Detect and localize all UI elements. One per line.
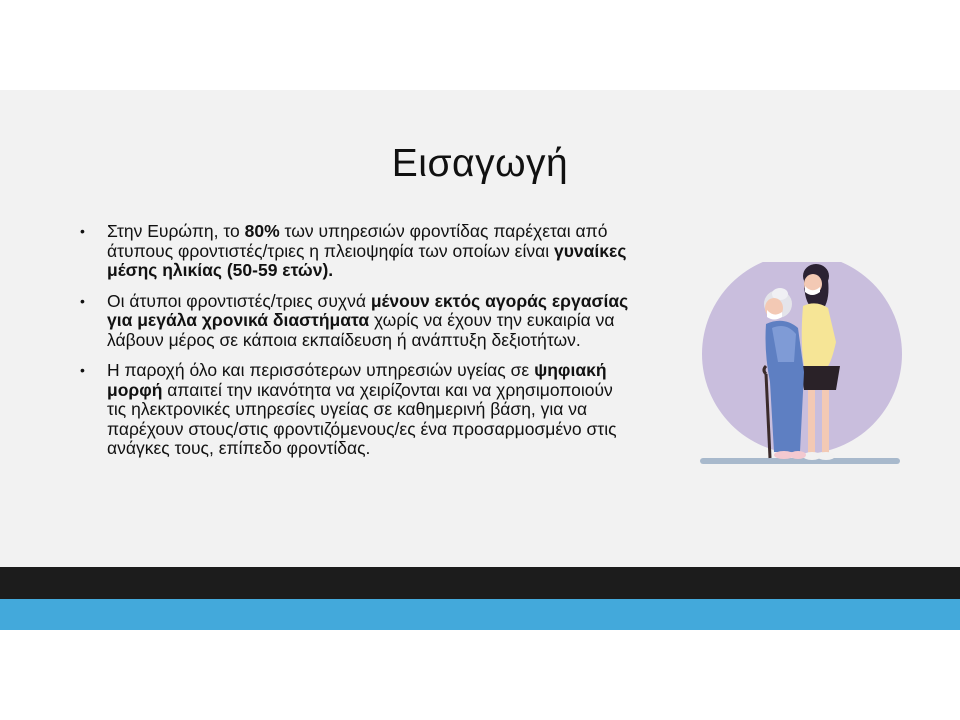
bullet-text: απαιτεί την ικανότητα να χειρίζονται και να χρησιμοποιούν τις ηλεκτρονικές υπηρεσίες υγείας σε καθημερινή βάση, για να παρέχουν στους/στις φροντιζόμενους/ες ένα προσαρμοσμένο στις ανάγκες τους, επίπεδο φροντίδας. <box>107 379 617 458</box>
ground-line <box>700 458 900 464</box>
bullet-list <box>74 222 634 470</box>
bullet-text-bold: ψηφιακή μορφή <box>107 360 607 400</box>
footer-dark-band <box>0 567 960 599</box>
bullet-item <box>74 361 634 459</box>
bullet-text: Στην Ευρώπη, το <box>107 221 245 241</box>
bullet-text-bold: 80% <box>244 221 280 241</box>
bullet-text-bold: μένουν εκτός αγοράς εργασίας για μεγάλα χρονικά διαστήματα <box>107 290 629 330</box>
bullet-text: Οι άτυποι φροντιστές/τριες συχνά <box>107 290 371 311</box>
bullet-text-bold: γυναίκες μέσης ηλικίας (50-59 ετών). <box>107 240 627 280</box>
bullet-item <box>74 292 634 351</box>
bullet-marker: • <box>80 223 85 239</box>
bullet-text: Η παροχή όλο και περισσότερων υπηρεσιών υγείας σε <box>107 360 535 380</box>
slide-title: Εισαγωγή <box>391 142 569 185</box>
bullet-marker: • <box>80 292 85 309</box>
footer-blue-band <box>0 599 960 630</box>
bullet-text: των υπηρεσιών φροντίδας παρέχεται από άτυπους φροντιστές/τριες η πλειοψηφία των οποίων είναι <box>107 221 608 261</box>
caregiver-illustration <box>700 262 910 472</box>
bullet-text: χωρίς να έχουν την ευκαιρία να λάβουν μέρος σε κάποια εκπαίδευση ή ανάπτυξη δεξιοτήτων. <box>107 310 615 350</box>
bullet-item <box>74 222 634 281</box>
bullet-marker: • <box>80 362 85 378</box>
slide <box>0 90 960 630</box>
